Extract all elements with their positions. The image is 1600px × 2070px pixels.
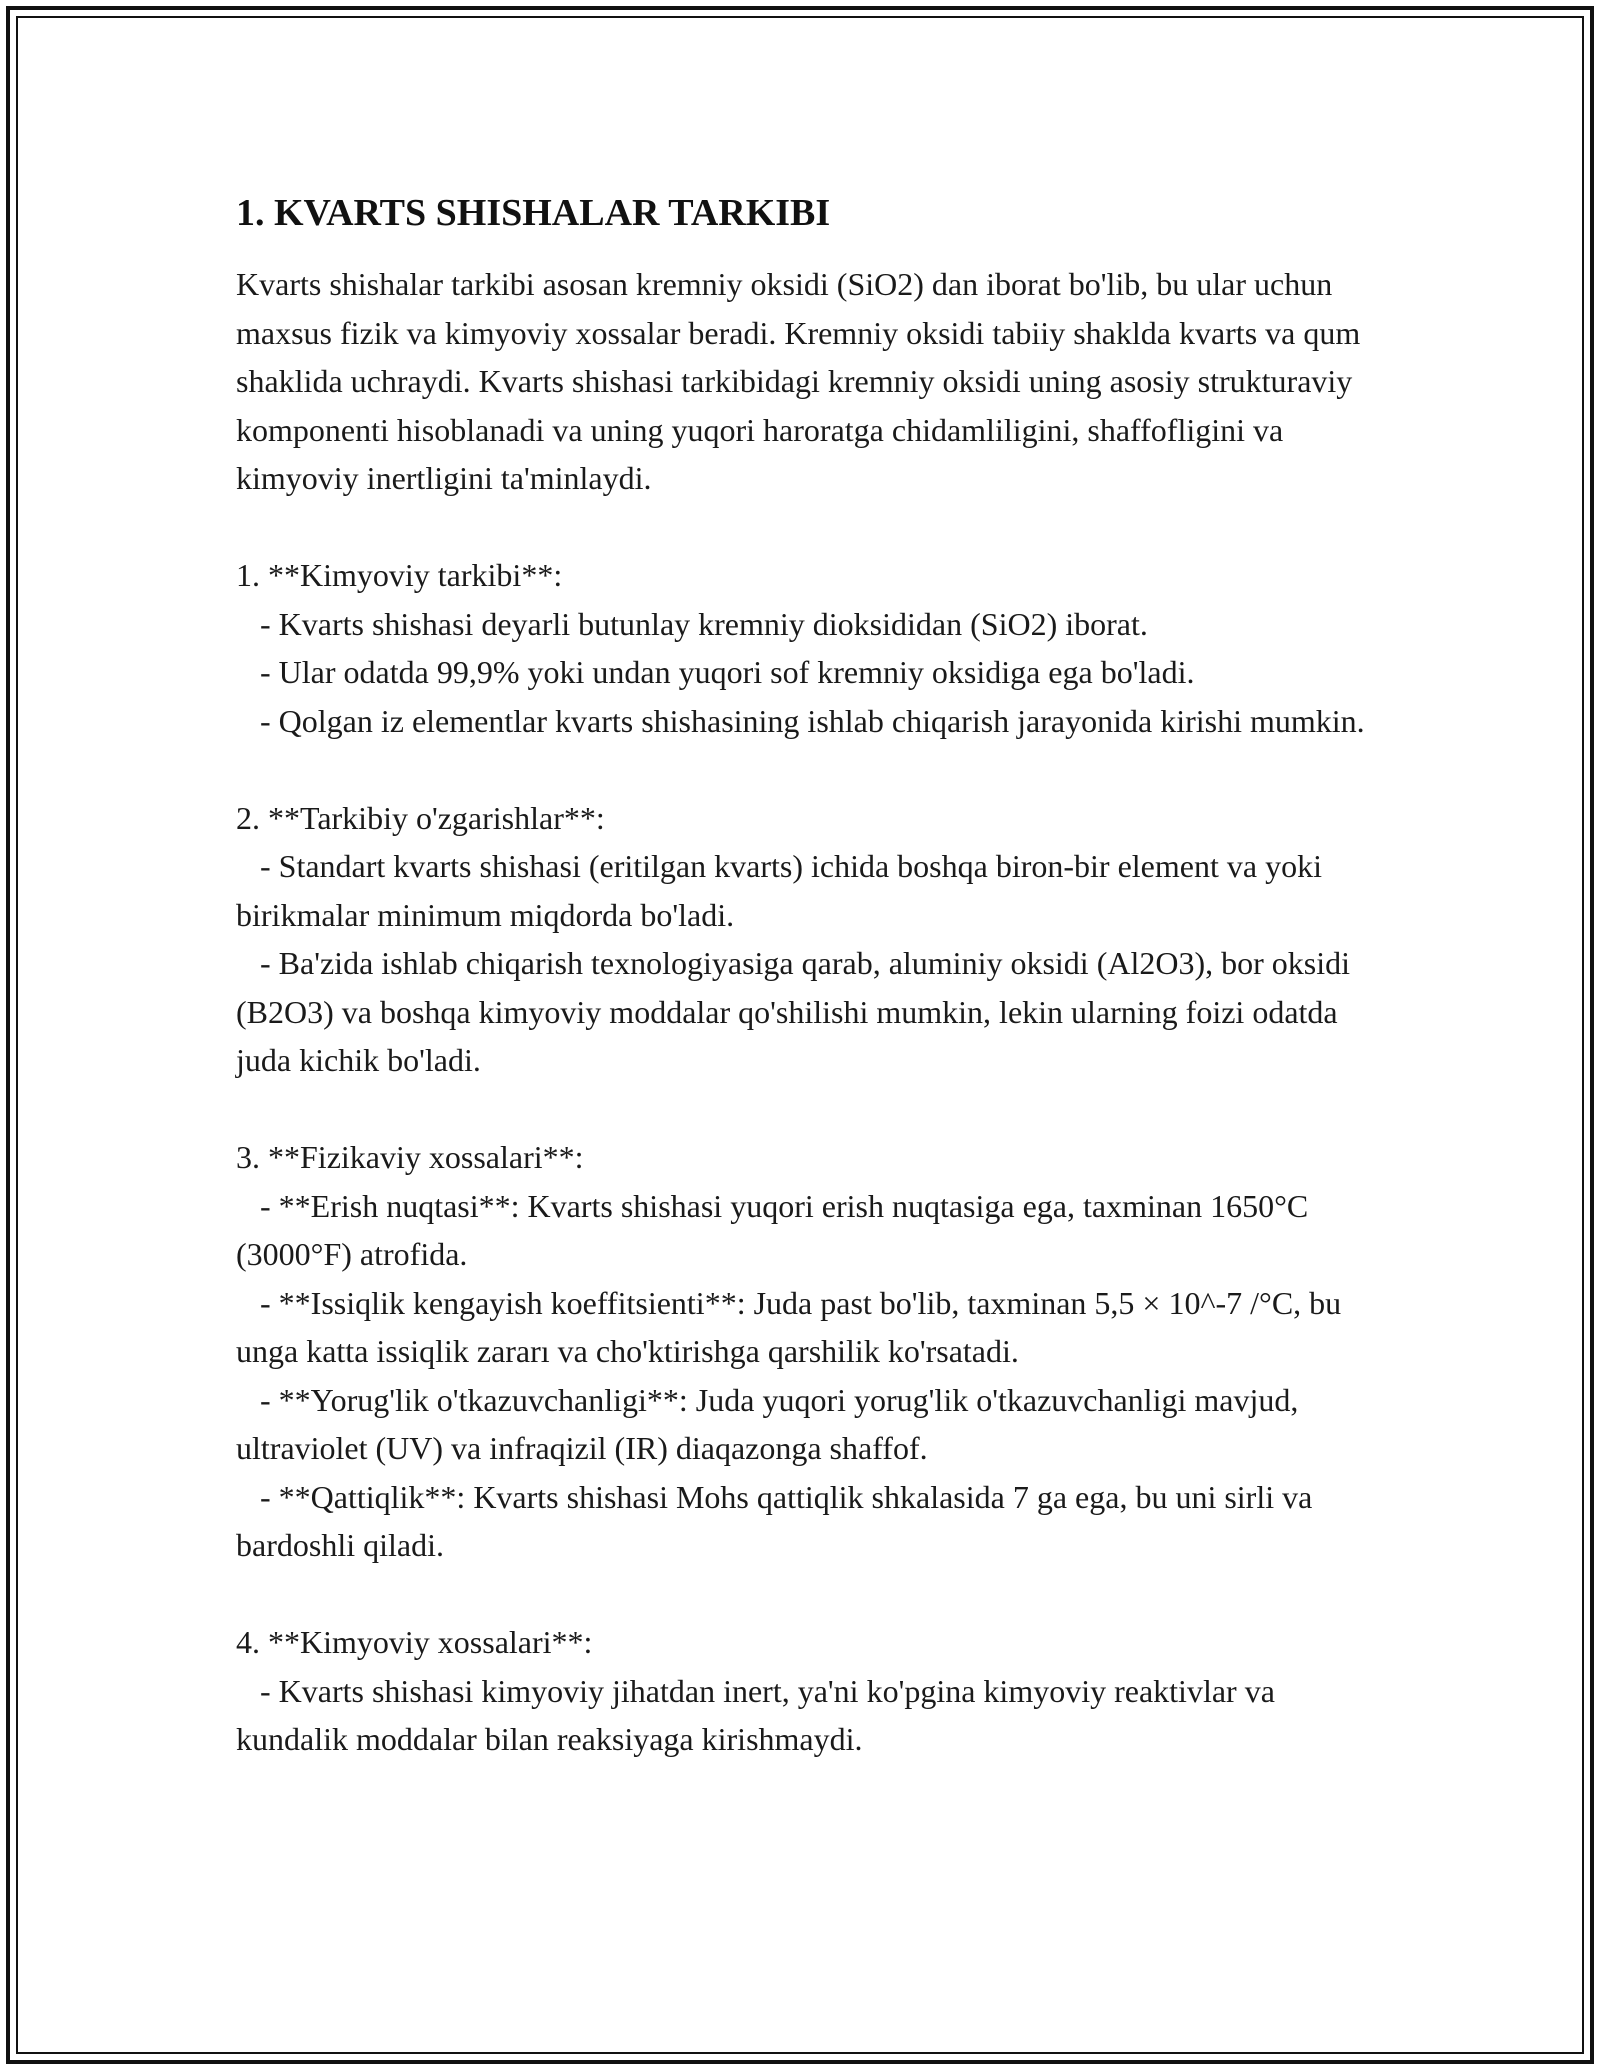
section-chemical-properties — [236, 1618, 1366, 1764]
list-item — [236, 1376, 1366, 1473]
section-heading: 1. **Kimyoviy tarkibi**: — [236, 557, 563, 593]
list-item — [236, 1182, 1366, 1279]
section-chemical-composition — [236, 551, 1366, 745]
list-item-text: - **Erish nuqtasi**: Kvarts shishasi yuqori erish nuqtasiga ega, taxminan 1650°C (3000°F) atrofida. — [236, 1187, 1309, 1272]
list-item — [236, 1473, 1366, 1570]
list-item — [236, 648, 1366, 697]
section-heading: 4. **Kimyoviy xossalari**: — [236, 1624, 593, 1660]
intro-paragraph: Kvarts shishalar tarkibi asosan kremniy oksidi (SiO2) dan iborat bo'lib, bu ular uchun maxsus fizik va kimyoviy xossalar beradi. Kremniy oksidi tabiiy shaklda kvarts va qum shaklida uchraydi. Kvarts shishasi tarkibidagi kremniy oksidi uning asosiy strukturaviy komponenti hisoblanadi va uning yuqori haroratga chidamliligini, shaffofligini va kimyoviy inertligini ta'minlaydi. — [236, 266, 1361, 496]
list-item — [236, 842, 1366, 939]
list-item-text: - Ba'zida ishlab chiqarish texnologiyasiga qarab, aluminiy oksidi (Al2O3), bor oksidi (B2O3) va boshqa kimyoviy moddalar qo'shilishi mumkin, lekin ularning foizi odatda juda kichik bo'ladi. — [236, 945, 1350, 1078]
list-item — [236, 1667, 1366, 1764]
list-item — [236, 939, 1366, 1085]
list-item-text: - Standart kvarts shishasi (eritilgan kvarts) ichida boshqa biron-bir element va yoki birikmalar minimum miqdorda bo'ladi. — [236, 848, 1322, 933]
list-item — [236, 600, 1366, 649]
list-item — [236, 697, 1366, 746]
section-compositional-changes — [236, 794, 1366, 1085]
list-item-text: - Ular odatda 99,9% yoki undan yuqori sof kremniy oksidiga ega bo'ladi. — [260, 654, 1195, 690]
document-title: 1. KVARTS SHISHALAR TARKIBI — [236, 192, 831, 234]
section-heading: 3. **Fizikaviy xossalari**: — [236, 1139, 584, 1175]
list-item-text: - **Issiqlik kengayish koeffitsienti**: Juda past bo'lib, taxminan 5,5 × 10^-7 /°C, bu unga katta issiqlik zararı va cho'ktirishga qarshilik ko'rsatadi. — [236, 1284, 1342, 1369]
list-item-text: - **Yorug'lik o'tkazuvchanligi**: Juda yuqori yorug'lik o'tkazuvchanligi mavjud, ultraviolet (UV) va infraqizil (IR) diaqazonga shaffof. — [236, 1381, 1299, 1466]
section-physical-properties — [236, 1133, 1366, 1570]
list-item — [236, 1279, 1366, 1376]
document-body — [236, 188, 1366, 1764]
list-item-text: - Qolgan iz elementlar kvarts shishasining ishlab chiqarish jarayonida kirishi mumkin. — [260, 702, 1365, 739]
list-item-text: - Kvarts shishasi deyarli butunlay kremniy dioksididan (SiO2) iborat. — [260, 605, 1148, 642]
section-heading: 2. **Tarkibiy o'zgarishlar**: — [236, 799, 605, 836]
list-item-text: - **Qattiqlik**: Kvarts shishasi Mohs qattiqlik shkalasida 7 ga ega, bu uni sirli va bardoshli qiladi. — [236, 1478, 1313, 1563]
list-item-text: - Kvarts shishasi kimyoviy jihatdan inert, ya'ni ko'pgina kimyoviy reaktivlar va kundalik moddalar bilan reaksiyaga kirishmaydi. — [236, 1672, 1275, 1757]
